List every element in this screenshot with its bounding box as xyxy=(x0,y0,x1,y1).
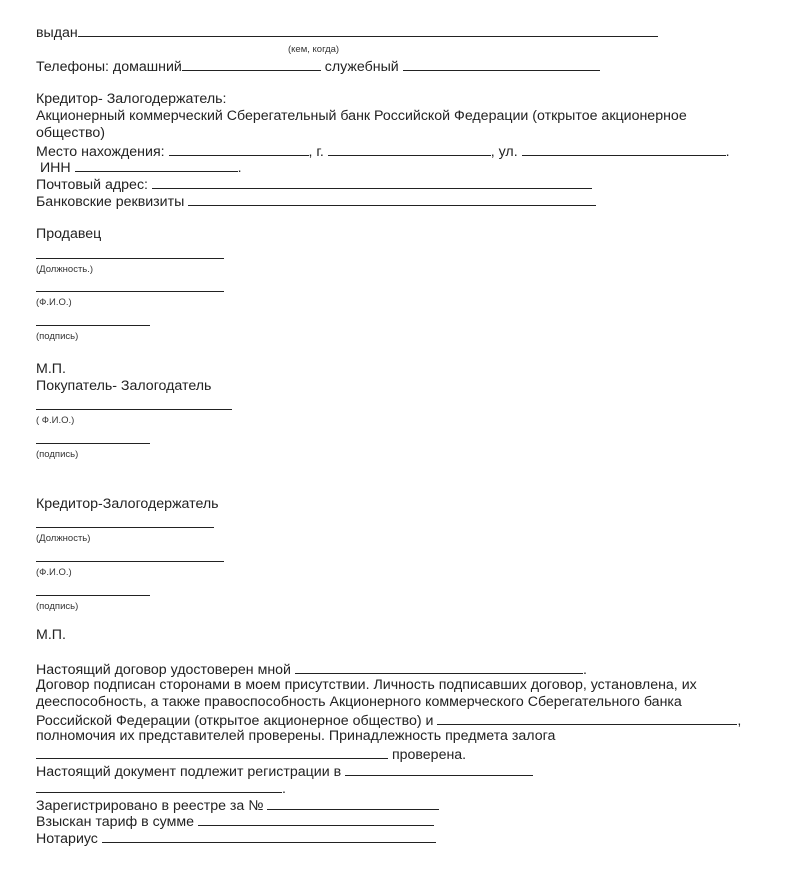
certified-label: Настоящий договор удостоверен мной xyxy=(36,662,291,678)
location-label: Место нахождения: xyxy=(36,144,165,160)
creditor-signature-hint: (подпись) xyxy=(36,601,79,612)
period: . xyxy=(725,144,730,160)
period: . xyxy=(582,662,587,678)
creditor-name-line1: Акционерный коммерческий Сберегательный банк Российской Федерации (открытое акционерное xyxy=(36,108,687,124)
postal-field[interactable] xyxy=(152,175,592,189)
issued-hint: (кем, когда) xyxy=(288,44,340,55)
buyer-signature-field[interactable] xyxy=(36,443,150,444)
creditor-signature-field[interactable] xyxy=(36,595,150,596)
notary-para-line1: Договор подписан сторонами в моем присутствии. Личность подписавших договор, установлена, их xyxy=(36,677,697,693)
seller-signature-hint: (подпись) xyxy=(36,331,79,342)
buyer-title: Покупатель- Залогодатель xyxy=(36,378,212,394)
postal-label: Почтовый адрес: xyxy=(36,177,148,193)
creditor-position-field[interactable] xyxy=(36,527,214,528)
registration-field-continued[interactable] xyxy=(36,779,282,793)
inn-field[interactable] xyxy=(75,158,238,172)
seller-position-hint: (Должность.) xyxy=(36,264,94,275)
comma: , xyxy=(737,713,742,729)
creditor-stamp: М.П. xyxy=(36,627,66,643)
street-field[interactable] xyxy=(522,142,726,156)
registration-label: Настоящий документ подлежит регистрации в xyxy=(36,764,342,780)
registration-field[interactable] xyxy=(345,762,533,776)
creditor-title: Кредитор- Залогодержатель: xyxy=(36,91,227,107)
seller-title: Продавец xyxy=(36,226,102,242)
location-field[interactable] xyxy=(169,142,309,156)
creditor-sign-title: Кредитор-Залогодержатель xyxy=(36,496,219,512)
issued-label: выдан xyxy=(36,25,78,41)
collateral-owner-field[interactable] xyxy=(36,745,388,759)
notary-para-line3: Российской Федерации (открытое акционерное общество) и xyxy=(36,713,434,729)
seller-position-field[interactable] xyxy=(36,258,224,259)
notary-label: Нотариус xyxy=(36,831,98,847)
street-label: , ул. xyxy=(490,144,518,160)
verified-label: проверена. xyxy=(388,747,467,763)
buyer-fio-field[interactable] xyxy=(36,409,232,410)
creditor-name-line2: общество) xyxy=(36,125,106,141)
period: . xyxy=(282,781,286,797)
buyer-signature-hint: (подпись) xyxy=(36,449,79,460)
creditor-fio-field[interactable] xyxy=(36,561,224,562)
tariff-label: Взыскан тариф в сумме xyxy=(36,814,195,830)
bank-label: Банковские реквизиты xyxy=(36,194,185,210)
seller-fio-field[interactable] xyxy=(36,291,224,292)
home-phone-field[interactable] xyxy=(182,57,321,71)
inn-label: ИНН xyxy=(36,160,71,176)
creditor-fio-hint: (Ф.И.О.) xyxy=(36,567,72,578)
buyer-fio-hint: ( Ф.И.О.) xyxy=(36,415,75,426)
notary-para-line2: дееспособность, а также правоспособность Акционерного коммерческого Сберегательного банка xyxy=(36,694,682,710)
bank-details-field[interactable] xyxy=(188,192,596,206)
party-field[interactable] xyxy=(437,711,737,725)
seller-fio-hint: (Ф.И.О.) xyxy=(36,297,72,308)
registered-label: Зарегистрировано в реестре за № xyxy=(36,798,264,814)
issued-row xyxy=(36,23,658,42)
bank-row xyxy=(36,192,596,211)
seller-signature-field[interactable] xyxy=(36,325,150,326)
notary-para-line4: полномочия их представителей проверены. Принадлежность предмета залога xyxy=(36,728,556,744)
tariff-field[interactable] xyxy=(198,812,434,826)
issued-field[interactable] xyxy=(78,23,658,37)
phones-home-label: Телефоны: домашний xyxy=(36,59,182,75)
creditor-position-hint: (Должность) xyxy=(36,533,91,544)
period: . xyxy=(237,160,242,176)
city-field[interactable] xyxy=(328,142,491,156)
phones-work-label: служебный xyxy=(324,59,399,75)
work-phone-field[interactable] xyxy=(403,57,600,71)
notary-row xyxy=(36,829,436,848)
seller-stamp: М.П. xyxy=(36,361,66,377)
notary-field[interactable] xyxy=(102,829,436,843)
certified-by-field[interactable] xyxy=(295,660,583,674)
registry-number-field[interactable] xyxy=(267,796,439,810)
phones-row xyxy=(36,57,600,76)
city-label: , г. xyxy=(308,144,324,160)
